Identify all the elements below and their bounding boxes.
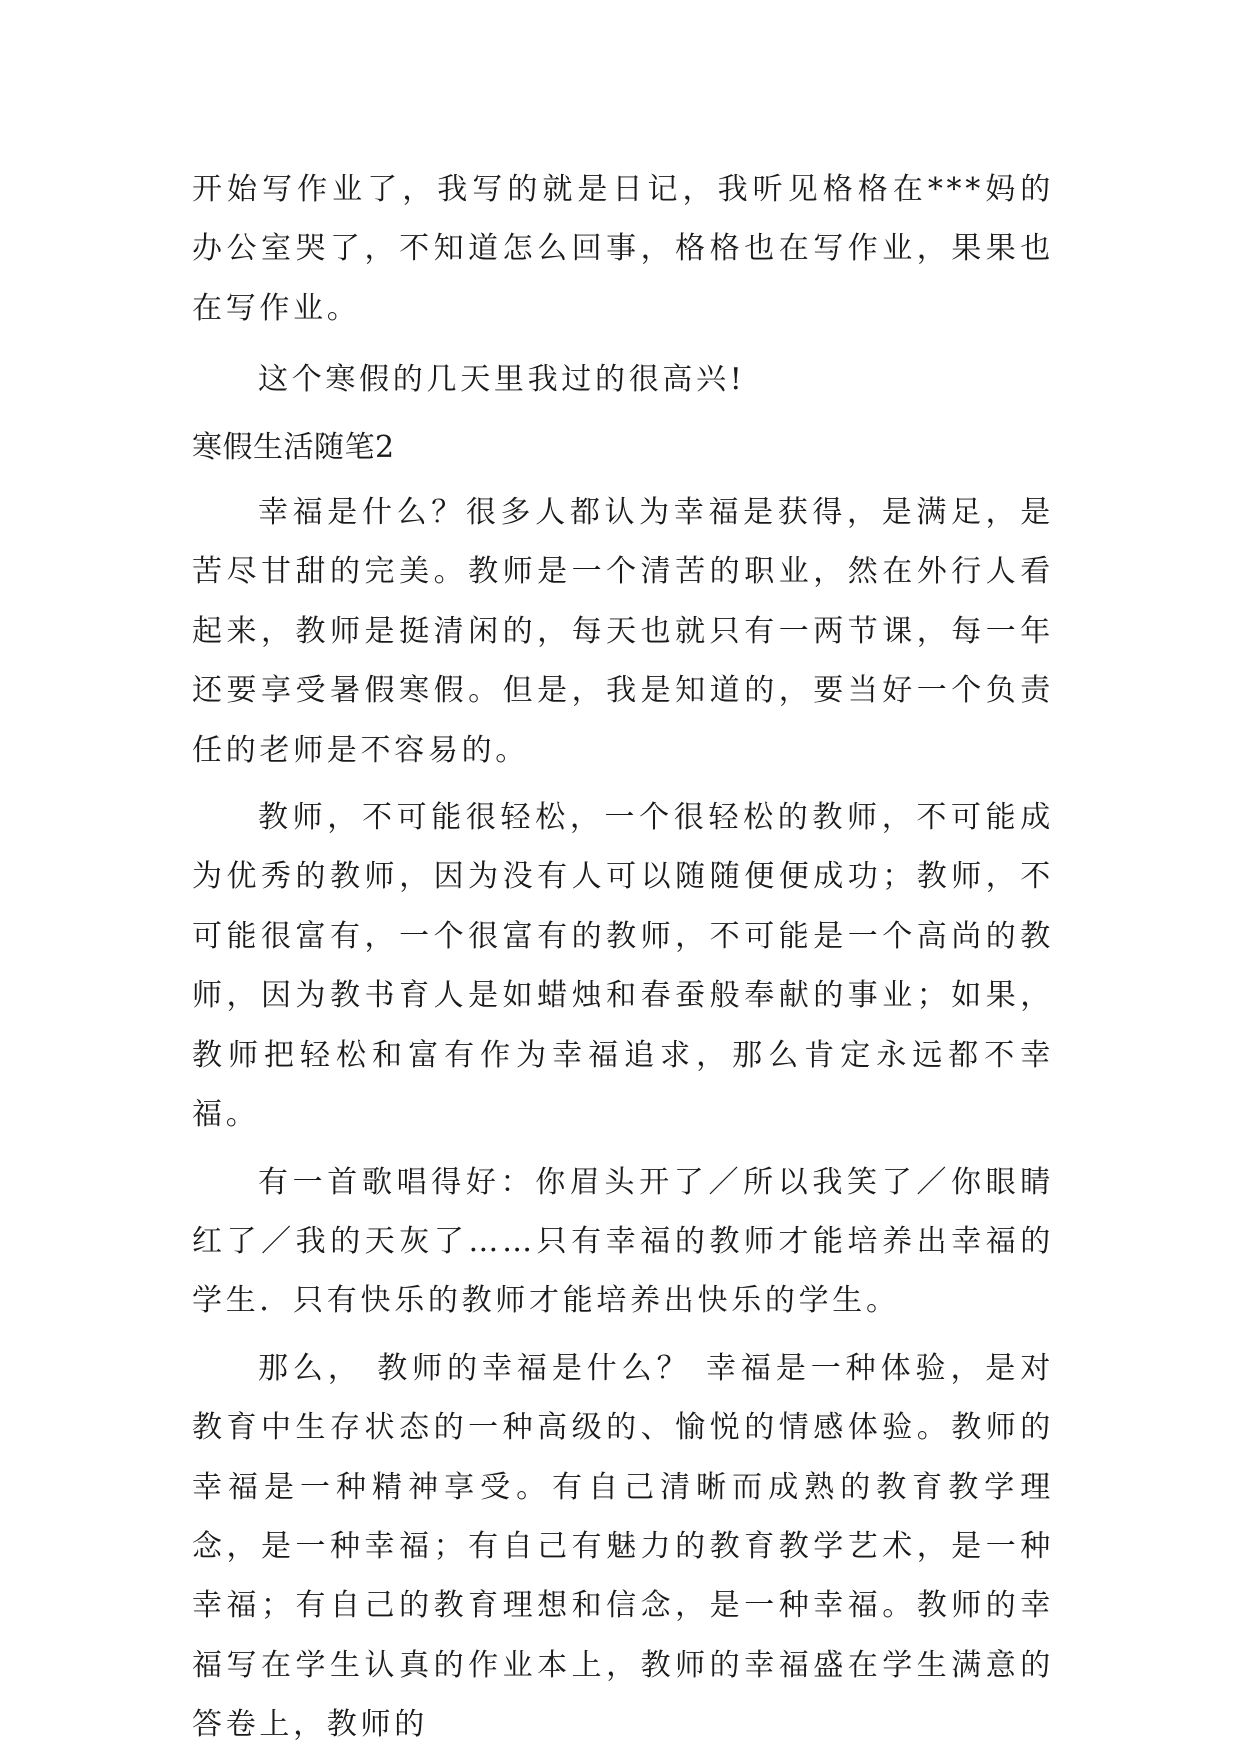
paragraph-what-is-happiness: 幸福是什么？很多人都认为幸福是获得，是满足，是苦尽甘甜的完美。教师是一个清苦的职业，然在外行人看起来，教师是挺清闲的，每天也就只有一两节课，每一年还要享受暑假寒假。但是，我是知道的，要当好一个负责任的老师是不容易的。 — [192, 495, 1054, 768]
paragraph-teacher-not-easy: 教师，不可能很轻松，一个很轻松的教师，不可能成为优秀的教师，因为没有人可以随随便便成功；教师，不可能很富有，一个很富有的教师，不可能是一个高尚的教师，因为教书育人是如蜡烛和春蚕般奉献的事业；如果，教师把轻松和富有作为幸福追求，那么肯定永远都不幸福。 — [192, 800, 1054, 1133]
paragraph-teacher-happiness: 那么， 教师的幸福是什么？ 幸福是一种体验，是对教育中生存状态的一种高级的、愉悦的情感体验。教师的幸福是一种精神享受。有自己清晰而成熟的教育教学理念，是一种幸福；有自己有魅力的教育教学艺术，是一种幸福；有自己的教育理想和信念，是一种幸福。教师的幸福写在学生认真的作业本上，教师的幸福盛在学生满意的答卷上，教师的 — [192, 1350, 1054, 1743]
paragraph-homework: 开始写作业了，我写的就是日记，我听见格格在***妈的办公室哭了，不知道怎么回事，格格也在写作业，果果也在写作业。 — [192, 172, 1054, 326]
section-heading: 寒假生活随笔2 — [192, 429, 395, 465]
paragraph-song-quote: 有一首歌唱得好：你眉头开了／所以我笑了／你眼睛红了／我的天灰了……只有幸福的教师才能培养出幸福的学生．只有快乐的教师才能培养出快乐的学生。 — [192, 1164, 1054, 1319]
document-page — [192, 160, 1054, 1763]
paragraph-happy-holiday: 这个寒假的几天里我过的很高兴! — [258, 362, 746, 398]
